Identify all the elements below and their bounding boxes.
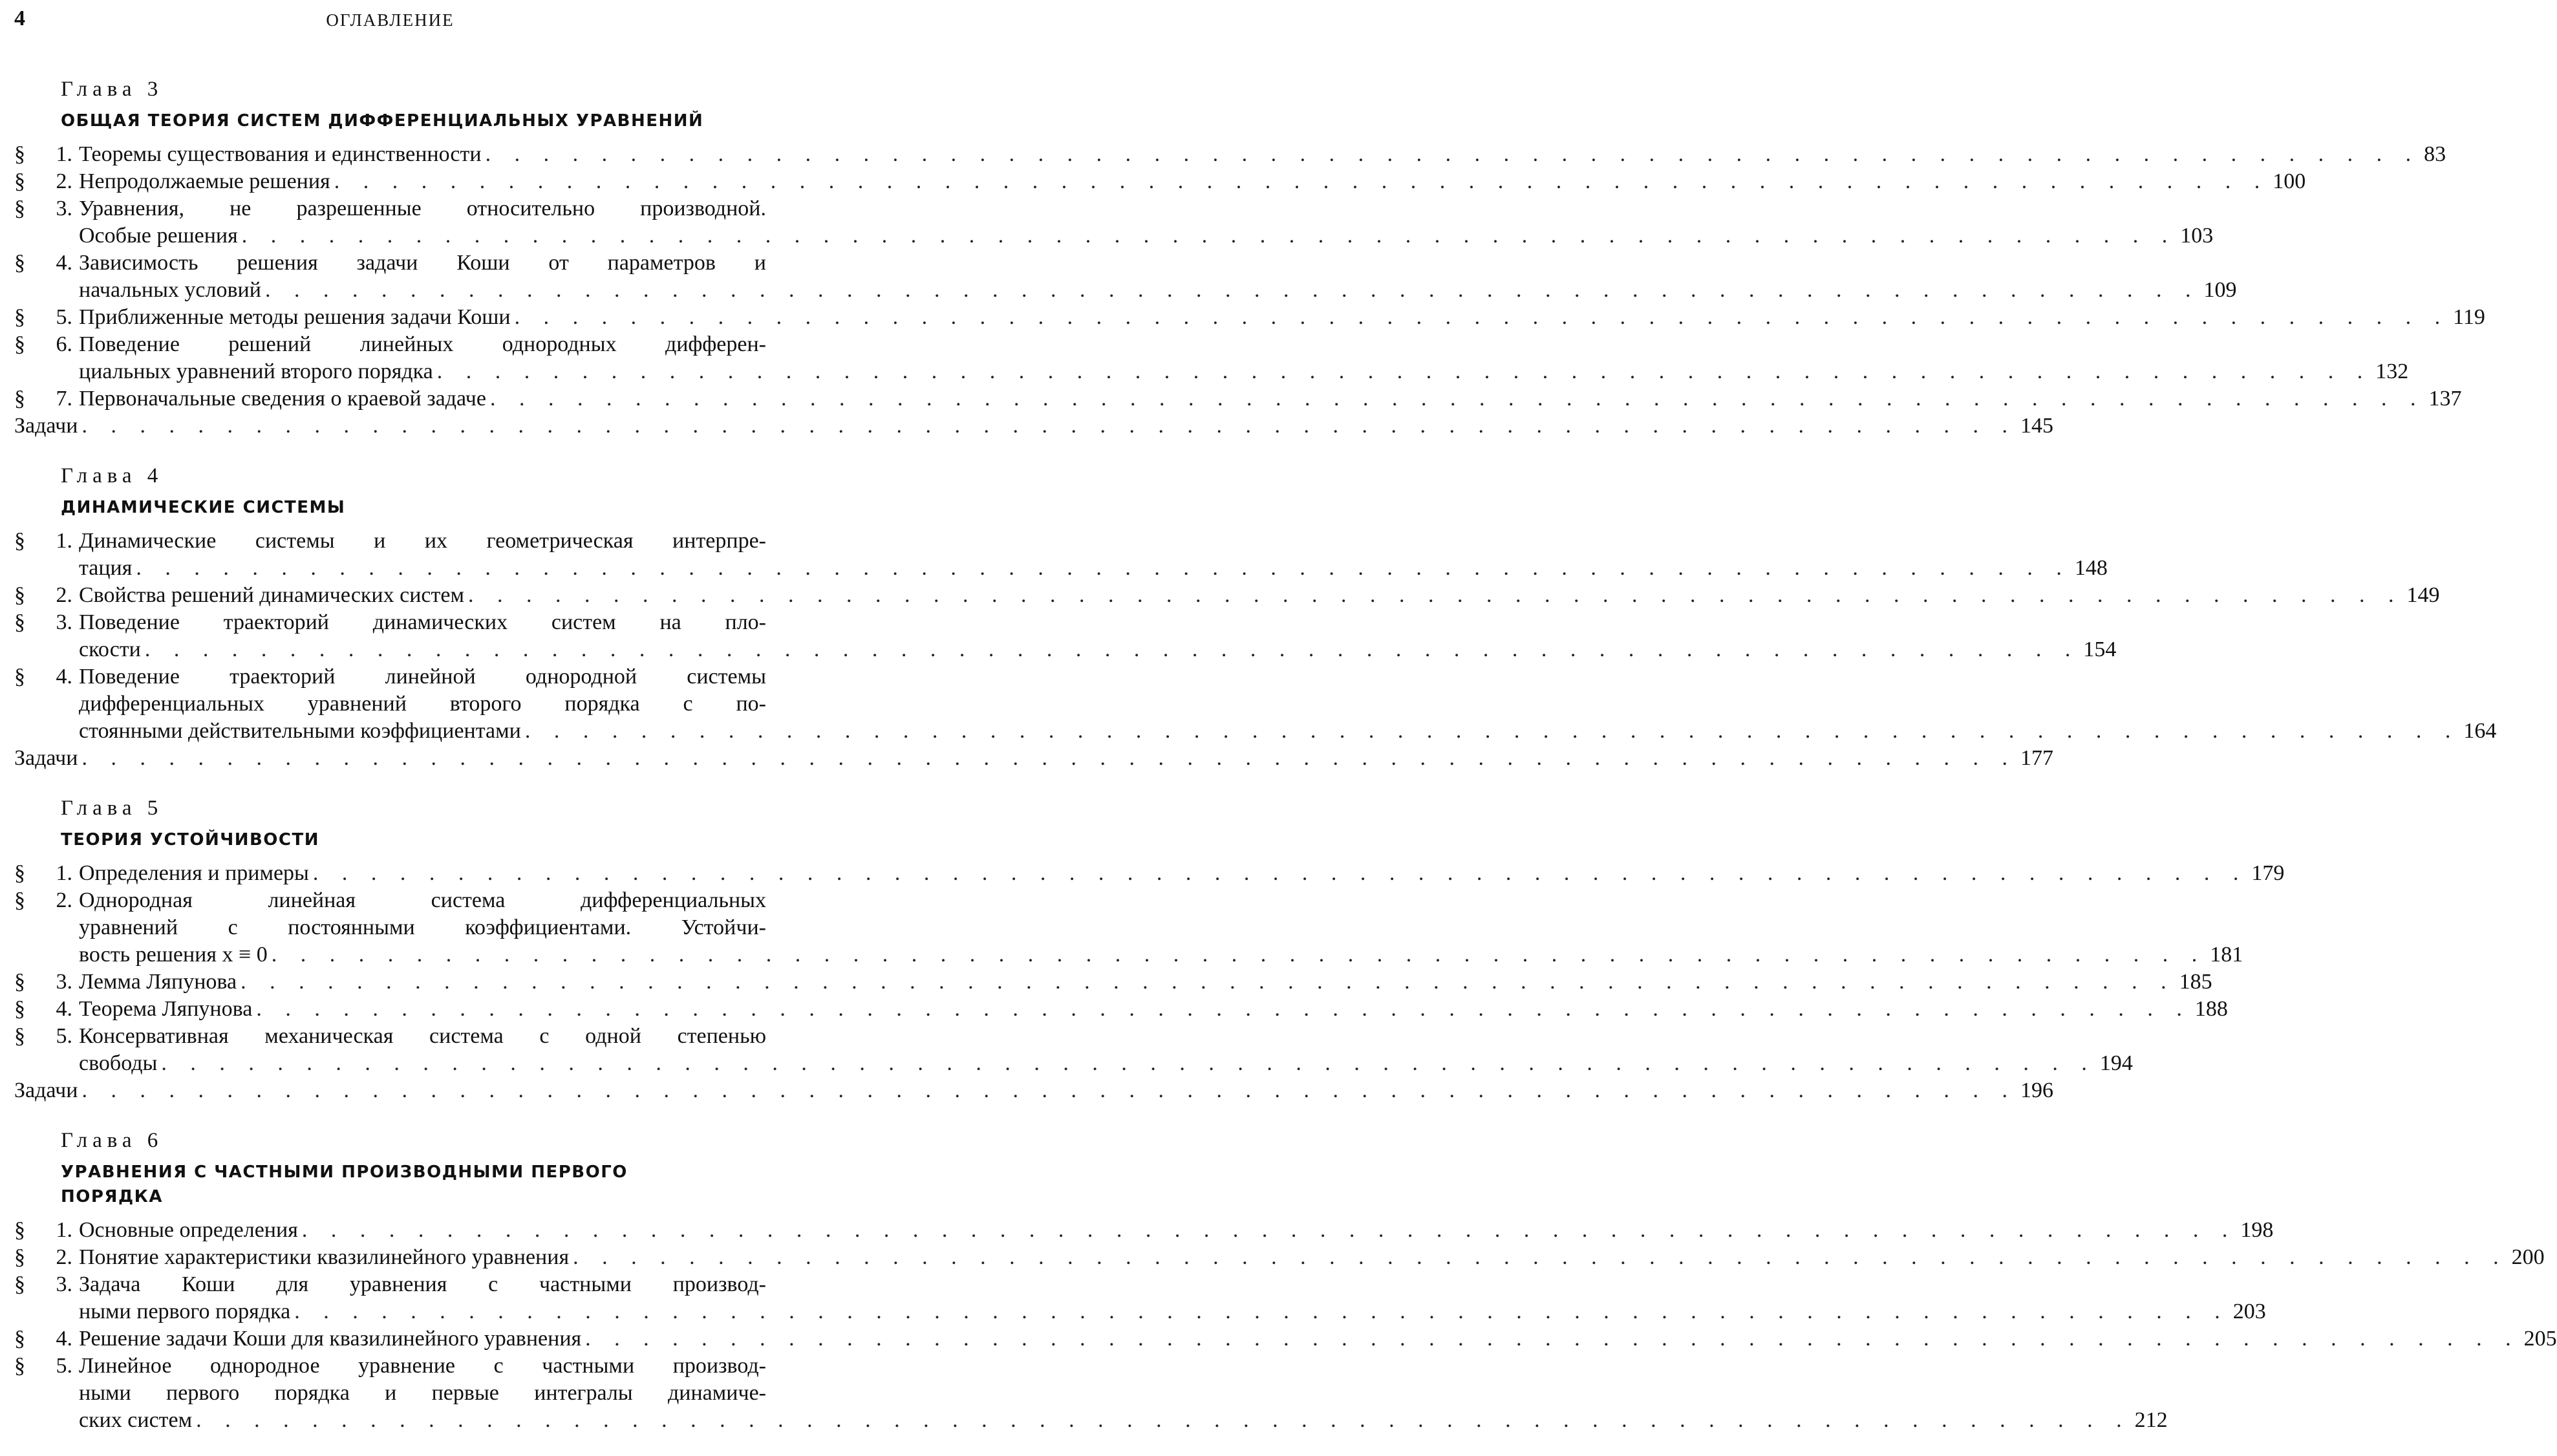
entry-title-line: Динамические системы и их геометрическая интерпре- [79, 529, 766, 553]
section-sign: § [14, 888, 25, 912]
section-sign: § [14, 332, 25, 356]
dot-leader [573, 1244, 2508, 1271]
toc-entry[interactable] [14, 1023, 2133, 1077]
section-number: 3. [56, 1272, 72, 1296]
dot-leader [265, 277, 2200, 304]
toc-entry[interactable] [14, 996, 2228, 1023]
entry-title-line: ными первого порядка и первые интегралы динамиче- [79, 1381, 766, 1405]
dot-leader [81, 1077, 2017, 1104]
toc-entry[interactable] [14, 582, 2440, 609]
chapter-label: Глава 5 [61, 797, 164, 820]
toc-entry[interactable] [14, 860, 2285, 887]
page-reference: 196 [2020, 1078, 2053, 1102]
section-sign: § [14, 1272, 25, 1296]
dot-leader [242, 222, 2177, 250]
toc-entry[interactable] [14, 609, 2117, 663]
section-sign: § [14, 1354, 25, 1378]
section-number: 3. [56, 970, 72, 994]
entry-title-line: Определения и примеры [79, 861, 309, 885]
toc-entry[interactable] [14, 663, 2497, 745]
section-number: 2. [56, 169, 72, 193]
dot-leader [294, 1298, 2229, 1325]
page-reference: 185 [2179, 970, 2212, 994]
dot-leader [515, 304, 2450, 331]
chapter-section [14, 75, 2485, 440]
section-number: 1. [56, 529, 72, 553]
entry-title-line: Задачи [14, 414, 78, 438]
dot-leader [81, 745, 2017, 772]
page-reference: 145 [2020, 414, 2053, 438]
section-sign: § [14, 142, 25, 166]
dot-leader [81, 412, 2017, 440]
section-sign: § [14, 529, 25, 553]
table-of-contents [14, 75, 2557, 1456]
dot-leader [136, 555, 2071, 582]
entry-title-line: Первоначальные сведения о краевой задаче [79, 387, 486, 411]
section-number: 5. [56, 1354, 72, 1378]
dot-leader [525, 718, 2460, 745]
section-sign: § [14, 387, 25, 411]
section-sign: § [14, 861, 25, 885]
section-sign: § [14, 665, 25, 689]
entry-title-line: Теоремы существования и единственности [79, 142, 482, 166]
section-sign: § [14, 970, 25, 994]
toc-entry[interactable] [14, 1325, 2557, 1353]
chapter-title: ОБЩАЯ ТЕОРИЯ СИСТЕМ ДИФФЕРЕНЦИАЛЬНЫХ УРАВНЕНИЙ [61, 111, 704, 131]
page-reference: 109 [2203, 278, 2237, 302]
entry-title-line: Поведение траекторий динамических систем на пло- [79, 610, 766, 634]
chapter-title: ДИНАМИЧЕСКИЕ СИСТЕМЫ [61, 498, 346, 517]
running-head-title: ОГЛАВЛЕНИЕ [326, 10, 455, 30]
entry-title-line: ских систем [79, 1408, 193, 1432]
page-reference: 83 [2424, 142, 2446, 166]
page-reference: 177 [2020, 746, 2053, 770]
toc-entry[interactable] [14, 141, 2446, 168]
entry-title-line: Задачи [14, 746, 78, 770]
section-number: 7. [56, 387, 72, 411]
dot-leader [145, 636, 2080, 663]
entry-title-line: Непродолжаемые решения [79, 169, 330, 193]
page-reference: 200 [2511, 1245, 2545, 1269]
entry-title-line: тация [79, 556, 133, 580]
dot-leader [256, 996, 2191, 1023]
section-sign: § [14, 305, 25, 329]
page-reference: 194 [2099, 1051, 2133, 1075]
page-reference: 205 [2523, 1327, 2557, 1351]
entry-title-line: Консервативная механическая система с одной степенью [79, 1024, 766, 1048]
section-number: 2. [56, 888, 72, 912]
page-reference: 212 [2134, 1408, 2168, 1432]
section-number: 2. [56, 1245, 72, 1269]
entry-title-line: Свойства решений динамических систем [79, 583, 464, 607]
dot-leader [437, 358, 2372, 385]
section-number: 1. [56, 1218, 72, 1242]
toc-entry[interactable] [14, 528, 2108, 582]
page-reference: 198 [2240, 1218, 2274, 1242]
section-sign: § [14, 1024, 25, 1048]
entry-title-line: Однородная линейная система дифференциальных [79, 888, 766, 912]
section-number: 4. [56, 997, 72, 1021]
entry-title-line: Поведение траекторий линейной однородной системы [79, 665, 766, 689]
section-sign: § [14, 251, 25, 275]
dot-leader [313, 860, 2248, 887]
toc-entry[interactable] [14, 1217, 2274, 1244]
toc-entry[interactable] [14, 1244, 2545, 1271]
entry-title-line: Решение задачи Коши для квазилинейного уравнения [79, 1327, 582, 1351]
page-reference: 137 [2428, 387, 2462, 411]
page-reference: 103 [2180, 224, 2214, 248]
section-sign: § [14, 997, 25, 1021]
entry-title-line: Теорема Ляпунова [79, 997, 253, 1021]
page-reference: 100 [2273, 169, 2306, 193]
page-reference: 164 [2463, 719, 2497, 743]
section-number: 4. [56, 665, 72, 689]
entry-title-line: циальных уравнений второго порядка [79, 359, 433, 383]
entry-title-line: скости [79, 637, 141, 661]
chapter-title: УРАВНЕНИЯ С ЧАСТНЫМИ ПРОИЗВОДНЫМИ ПЕРВОГО ПОРЯДКА [61, 1162, 628, 1206]
entry-title-line: Основные определения [79, 1218, 298, 1242]
entry-title-line: Уравнения, не разрешенные относительно производной. [79, 197, 766, 220]
section-sign: § [14, 610, 25, 634]
entry-title-line: ными первого порядка [79, 1300, 291, 1323]
page-reference: 132 [2375, 359, 2409, 383]
toc-entry[interactable] [14, 1353, 2168, 1434]
toc-entry[interactable] [14, 887, 2243, 969]
section-number: 6. [56, 332, 72, 356]
entry-title-line: Поведение решений линейных однородных дифферен- [79, 332, 766, 356]
toc-problems-entry[interactable] [14, 745, 2053, 772]
section-sign: § [14, 1218, 25, 1242]
entry-title-line: Линейное однородное уравнение с частными производ- [79, 1354, 766, 1378]
dot-leader [272, 941, 2207, 969]
dot-leader [161, 1050, 2096, 1077]
page-reference: 149 [2406, 583, 2440, 607]
toc-entry[interactable] [14, 195, 2214, 250]
chapter-section [14, 1126, 2557, 1434]
entry-title-line: вость решения x ≡ 0 [79, 943, 268, 967]
dot-leader [468, 582, 2403, 609]
entry-title-line: Особые решения [79, 224, 238, 248]
entry-title-line: Задача Коши для уравнения с частными производ- [79, 1272, 766, 1296]
dot-leader [585, 1325, 2520, 1353]
toc-entry[interactable] [14, 1271, 2266, 1325]
section-number: 4. [56, 251, 72, 275]
page-reference: 179 [2251, 861, 2285, 885]
section-sign: § [14, 197, 25, 220]
chapter-section [14, 462, 2497, 772]
entry-title-line: Зависимость решения задачи Коши от параметров и [79, 251, 766, 275]
dot-leader [241, 969, 2176, 996]
toc-problems-entry[interactable] [14, 1077, 2053, 1104]
chapter-label: Глава 6 [61, 1129, 164, 1152]
toc-entry[interactable] [14, 385, 2462, 412]
dot-leader [302, 1217, 2237, 1244]
dot-leader [196, 1407, 2131, 1434]
section-number: 3. [56, 610, 72, 634]
section-sign: § [14, 169, 25, 193]
entry-title-line: Лемма Ляпунова [79, 970, 237, 994]
page-reference: 154 [2083, 637, 2117, 661]
toc-entry[interactable] [14, 969, 2212, 996]
page-reference: 188 [2194, 997, 2228, 1021]
section-number: 5. [56, 305, 72, 329]
section-sign: § [14, 1327, 25, 1351]
section-number: 3. [56, 197, 72, 220]
dot-leader [486, 141, 2421, 168]
entry-title-line: дифференциальных уравнений второго порядка с по- [79, 692, 766, 716]
toc-entry[interactable] [14, 250, 2237, 304]
entry-title-line: свободы [79, 1051, 158, 1075]
section-number: 5. [56, 1024, 72, 1048]
chapter-title: ТЕОРИЯ УСТОЙЧИВОСТИ [61, 830, 319, 850]
dot-leader [334, 168, 2269, 195]
section-number: 1. [56, 142, 72, 166]
page-reference: 203 [2232, 1300, 2266, 1323]
entry-title-line: уравнений с постоянными коэффициентами. Устойчи- [79, 915, 766, 939]
running-head [14, 6, 766, 32]
toc-entry[interactable] [14, 331, 2409, 385]
section-number: 4. [56, 1327, 72, 1351]
page-reference: 181 [2210, 943, 2243, 967]
toc-problems-entry[interactable] [14, 412, 2053, 440]
chapter-section [14, 794, 2285, 1104]
page-number: 4 [14, 6, 25, 30]
section-number: 2. [56, 583, 72, 607]
dot-leader [490, 385, 2425, 412]
entry-title-line: стоянными действительными коэффициентами [79, 719, 521, 743]
chapter-label: Глава 4 [61, 464, 164, 487]
section-sign: § [14, 1245, 25, 1269]
entry-title-line: Приближенные методы решения задачи Коши [79, 305, 511, 329]
toc-entry[interactable] [14, 304, 2485, 331]
page-reference: 148 [2074, 556, 2108, 580]
section-sign: § [14, 583, 25, 607]
entry-title-line: начальных условий [79, 278, 261, 302]
chapter-label: Глава 3 [61, 78, 164, 101]
toc-entry[interactable] [14, 168, 2306, 195]
section-number: 1. [56, 861, 72, 885]
entry-title-line: Понятие характеристики квазилинейного уравнения [79, 1245, 570, 1269]
page-reference: 119 [2453, 305, 2485, 329]
entry-title-line: Задачи [14, 1078, 78, 1102]
